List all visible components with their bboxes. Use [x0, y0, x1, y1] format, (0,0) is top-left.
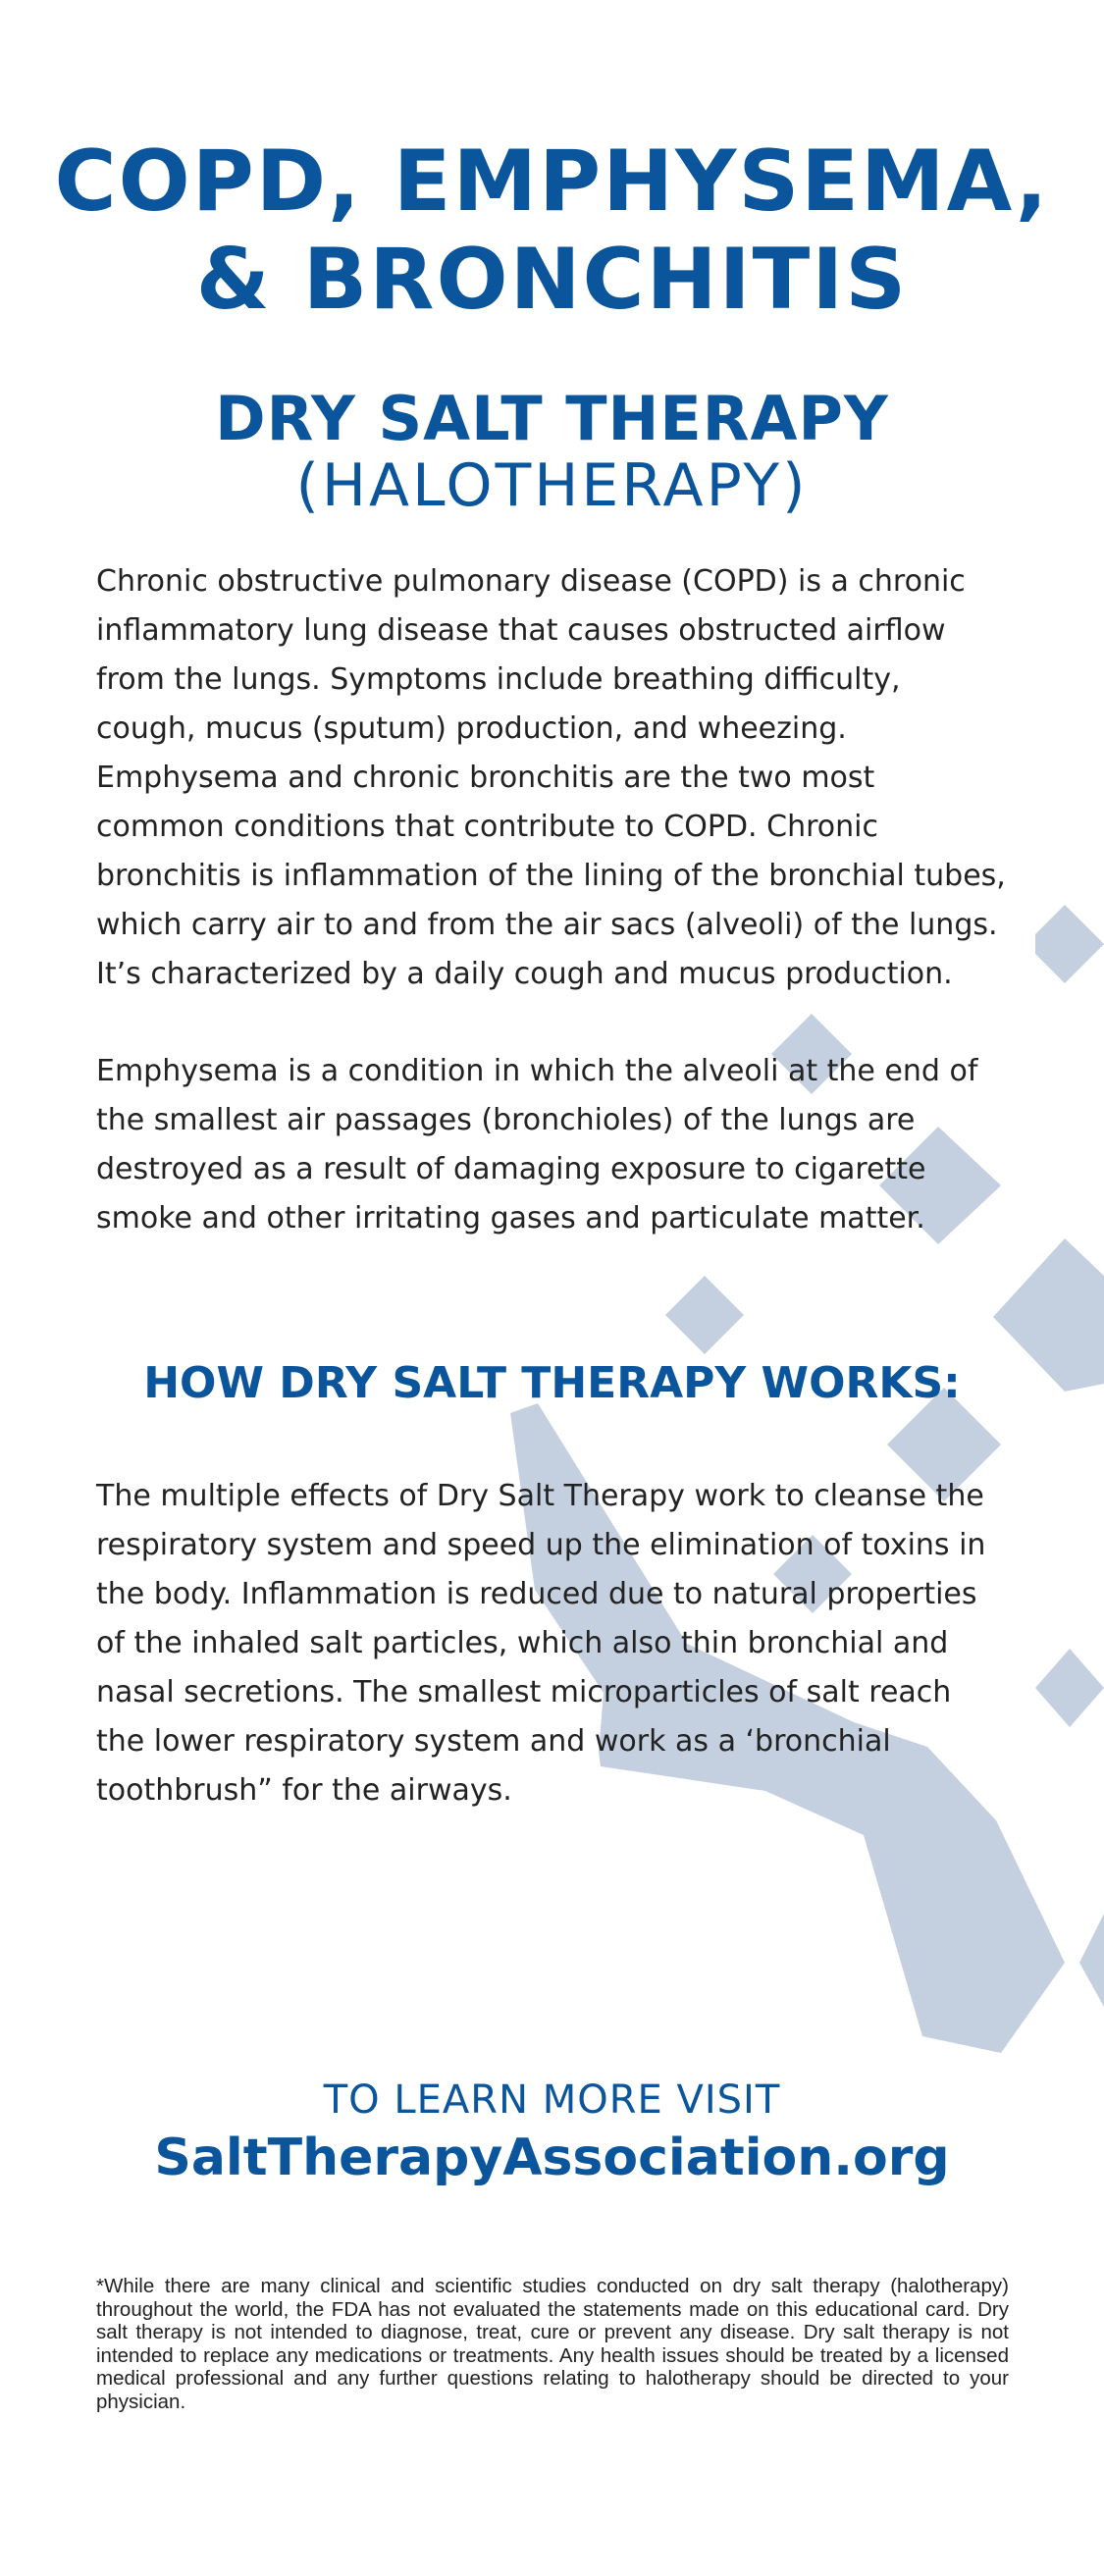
therapy-description-paragraph: The multiple effects of Dry Salt Therapy work to cleanse the respiratory system and speed up the elimination of toxins in the body. Inflammation is reduced due to natural properties of the inhaled salt particles, which also thin bronchial and nasal secretions. The smallest microparticles of salt reach the lower respiratory system and work as a ‘bronchial toothbrush” for the airways.	[96, 1479, 986, 1808]
section-heading: HOW DRY SALT THERAPY WORKS:	[143, 1358, 961, 1408]
fda-disclaimer: *While there are many clinical and scientific studies conducted on dry salt therapy (halotherapy) throughout the world, the FDA has not evaluated the statements made on this educational card. Dry salt therapy is not intended to diagnose, treat, cure or prevent any disease. Dry salt therapy is not intended to replace any medications or treatments. Any health issues should be treated by a licensed medical professional and any further questions relating to halotherapy should be directed to your physician.	[96, 2275, 1009, 2413]
cta-text: TO LEARN MORE VISIT	[323, 2077, 781, 2123]
copd-description-paragraph: Chronic obstructive pulmonary disease (COPD) is a chronic inflammatory lung disease that causes obstructed airflow from the lungs. Symptoms include breathing difficulty, cough, mucus (sputum) production, and wheezing. Emphysema and chronic bronchitis are the two most common conditions that contribute to COPD. Chronic bronchitis is inflammation of the lining of the bronchial tubes, which carry air to and from the air sacs (alveoli) of the lungs. It’s characterized by a daily cough and mucus production.	[96, 564, 1006, 991]
website-link[interactable]: SaltTherapyAssociation.org	[154, 2129, 950, 2187]
emphysema-description-paragraph: Emphysema is a condition in which the alveoli at the end of the smallest air passages (bronchioles) of the lungs are destroyed as a result of damaging exposure to cigarette smoke and other irritating gases and particulate matter.	[96, 1054, 978, 1235]
title-line-2: & BRONCHITIS	[195, 231, 909, 329]
subtitle-light: (HALOTHERAPY)	[295, 451, 809, 520]
subtitle-bold: DRY SALT THERAPY	[215, 383, 889, 454]
title-line-1: COPD, EMPHYSEMA,	[54, 132, 1050, 231]
page-title	[0, 132, 1104, 329]
